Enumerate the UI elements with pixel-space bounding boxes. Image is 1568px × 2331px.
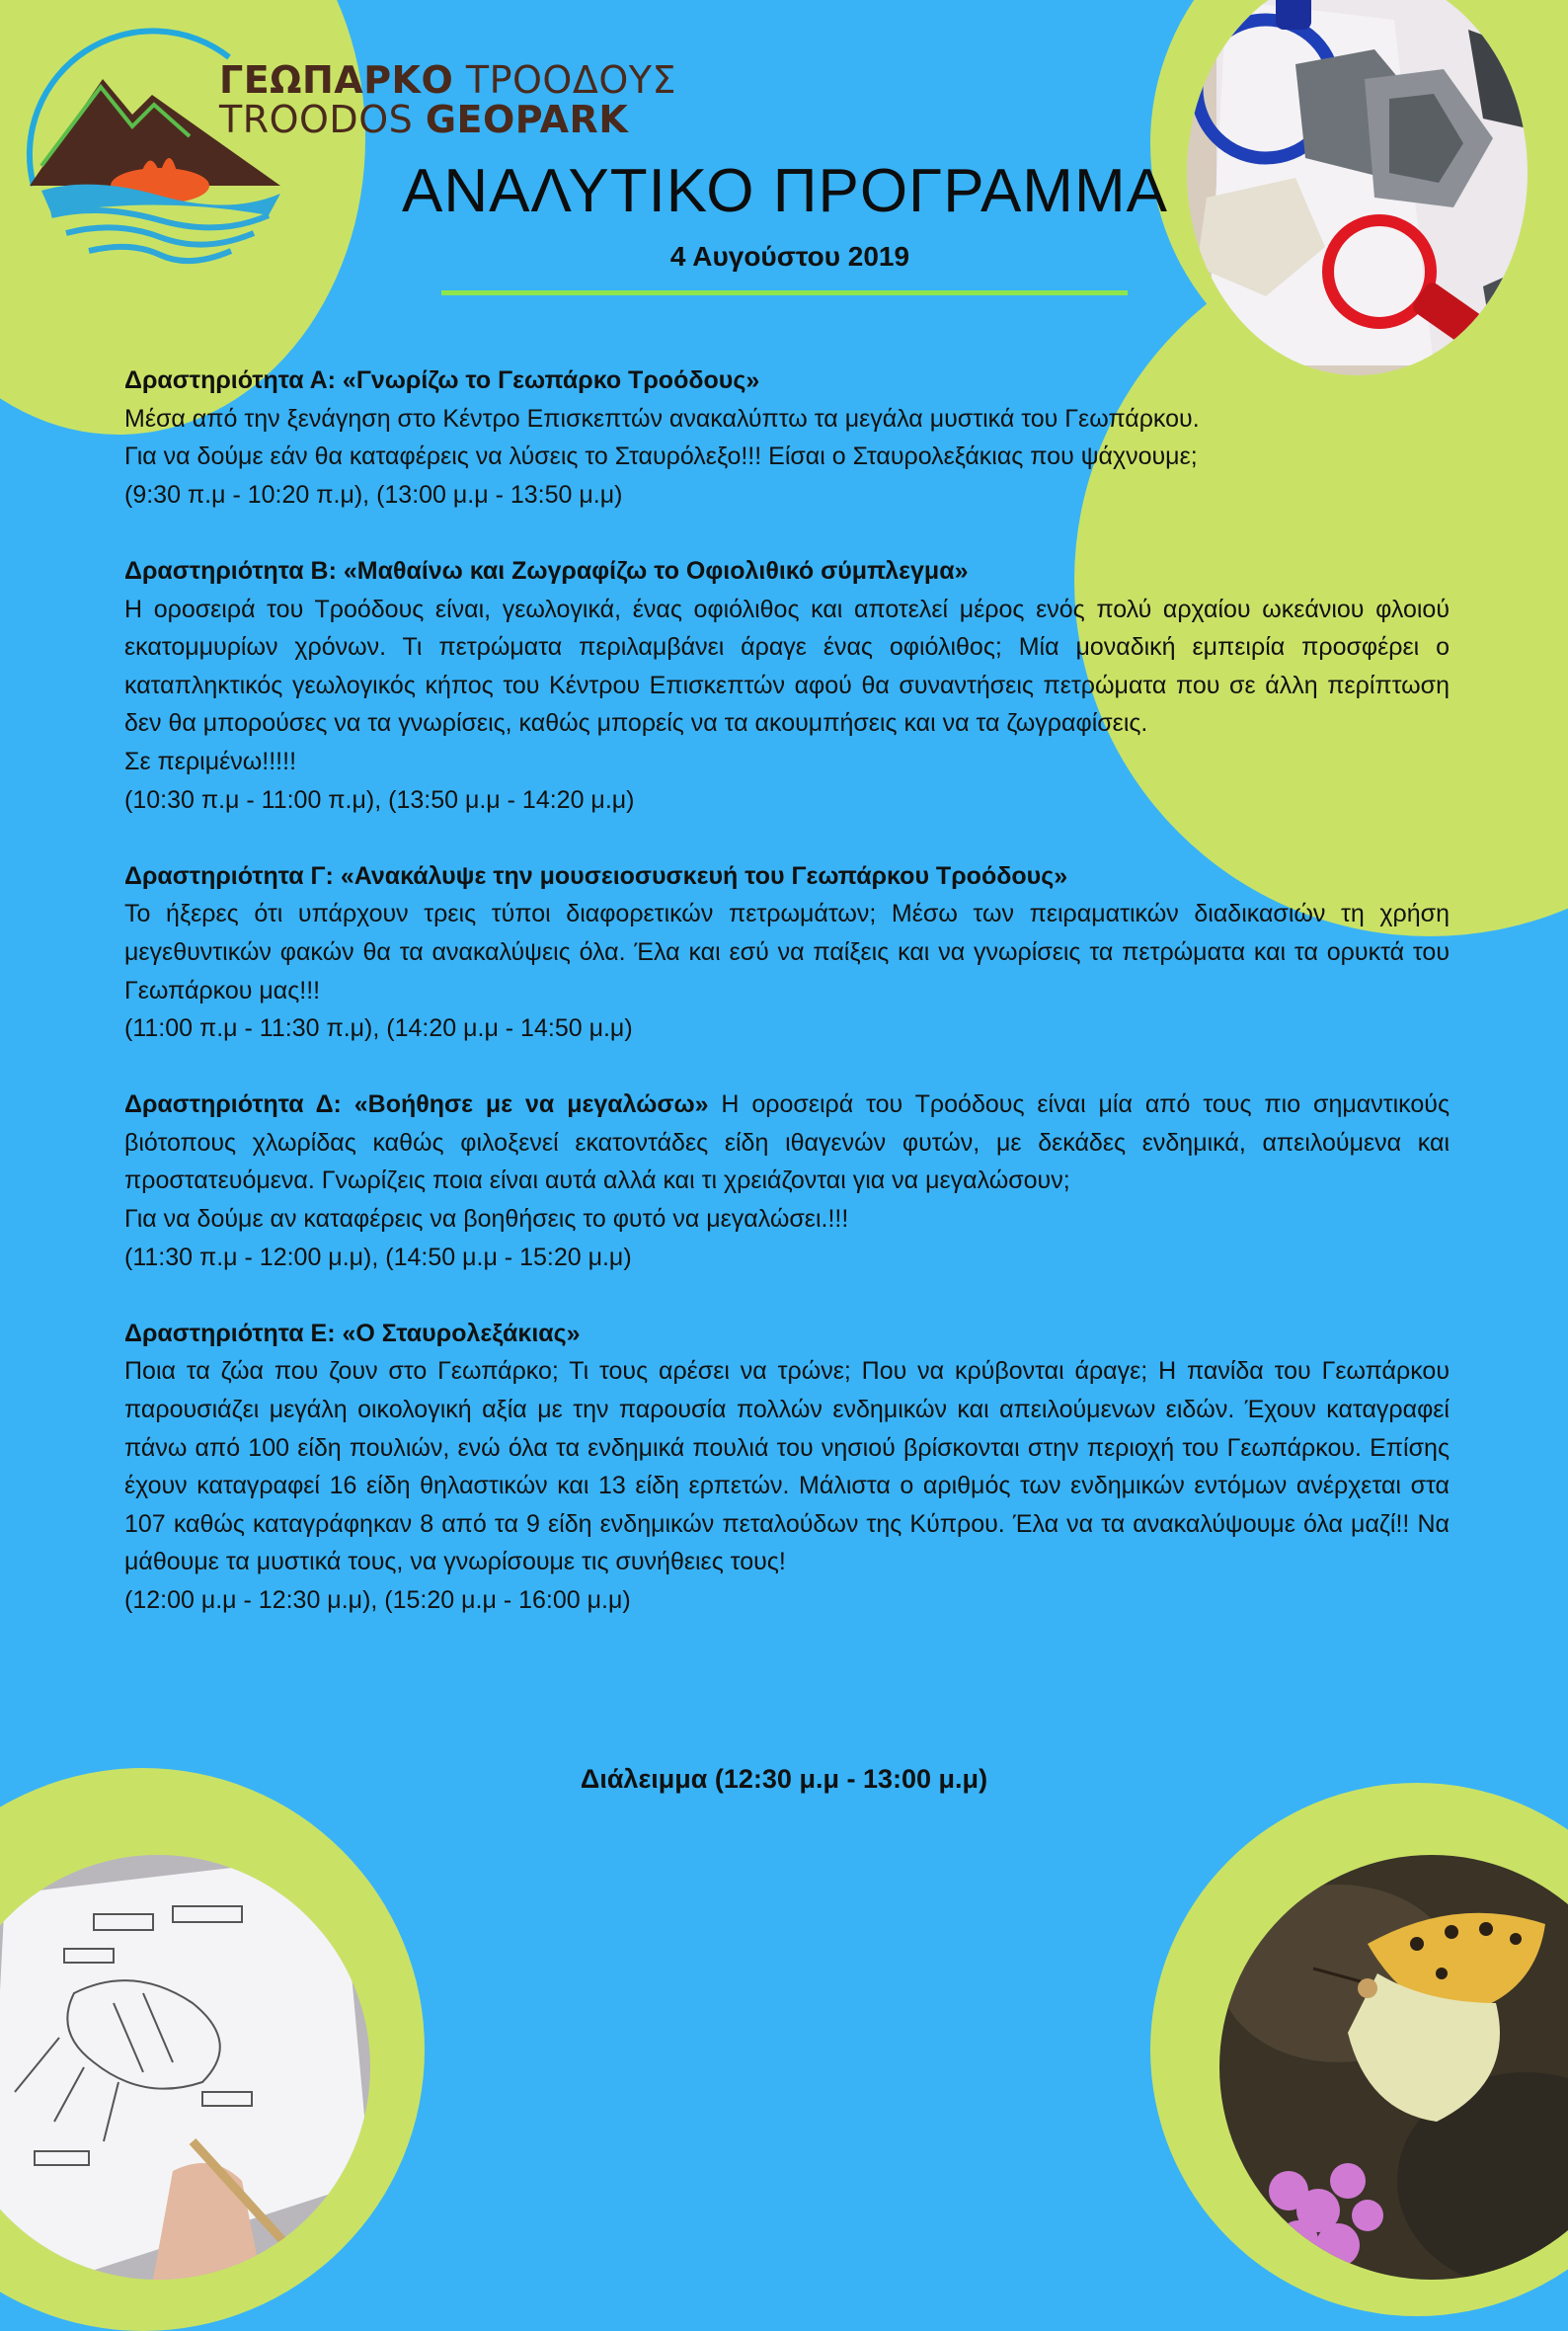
page-title: ΑΝΑΛΥΤΙΚΟ ΠΡΟΓΡΑΜΜΑ	[402, 157, 1168, 225]
activity-heading: Δραστηριότητα Β: «Μαθαίνω και Ζωγραφίζω το Οφιολιθικό σύμπλεγμα»	[124, 556, 969, 585]
brand-line1-bold: ΓΕΩΠΑΡΚΟ	[219, 58, 454, 102]
activity-text: Η οροσειρά του Τροόδους είναι μία από τους πιο σημαντικούς βιότοπους χλωρίδας καθώς φιλοξενεί εκατοντάδες είδη ιθαγενών φυτών, με δεκάδες ενδημικά, απειλούμενα και προστατευόμενα. Γνωρίζεις ποια είναι αυτά αλλά και τι χρειάζονται για να μεγαλώσουν;	[124, 1090, 1450, 1195]
activity-heading: Δραστηριότητα Α: «Γνωρίζω το Γεωπάρκο Τροόδους»	[124, 366, 760, 394]
activity-text: Σε περιμένω!!!!!	[124, 747, 297, 775]
activity-times: (11:30 π.μ - 12:00 μ.μ), (14:50 μ.μ - 15:20 μ.μ)	[124, 1243, 632, 1271]
activity-text: Ποια τα ζώα που ζουν στο Γεωπάρκο; Τι τους αρέσει να τρώνε; Που να κρύβονται άραγε; Η πανίδα του Γεωπάρκου παρουσιάζει μεγάλη οικολογική αξία με την παρουσία πολλών ενδημικών και απειλούμενων ειδών. Έχουν καταγραφεί πάνω από 100 είδη πουλιών, ενώ όλα τα ενδημικά πουλιά του νησιού βρίσκονται στην περιοχή του Γεωπάρκου. Επίσης έχουν καταγραφεί 16 είδη θηλαστικών και 13 είδη ερπετών. Μάλιστα ο αριθμός των ενδημικών εντόμων ανέρχεται στα 107 καθώς καταγράφηκαν 8 από τα 9 είδη ενδημικών πεταλούδων της Κύπρου. Έλα να τα ανακαλύψουμε όλα μαζί!! Να μάθουμε τα μυστικά τους, να γνωρίσουμε τις συνήθειες τους!	[124, 1357, 1450, 1576]
page-date: 4 Αυγούστου 2019	[669, 241, 910, 272]
brand-line1-thin: ΤΡΟΟΔΟΥΣ	[465, 58, 676, 102]
activity-c	[124, 857, 1450, 1048]
activity-text: Η οροσειρά του Τροόδους είναι, γεωλογικά, ένας οφιόλιθος και αποτελεί μέρος ενός πολύ αρχαίου ωκεάνιου φλοιού εκατομμυρίων χρόνων. Τι πετρώματα περιλαμβάνει άραγε ένας οφιόλιθος; Μία μοναδική εμπειρία προσφέρει ο καταπληκτικός γεωλογικός κήπος του Κέντρου Επισκεπτών αφού θα συναντήσεις πετρώματα που σε άλλη περίπτωση δεν θα μπορούσες να τα γνωρίσεις, καθώς μπορείς να τα ακουμπήσεις και να τα ζωγραφίσεις.	[124, 595, 1450, 738]
activity-times: (11:00 π.μ - 11:30 π.μ), (14:20 μ.μ - 14:50 μ.μ)	[124, 1014, 633, 1043]
activity-heading: Δραστηριότητα Ε: «Ο Σταυρολεξάκιας»	[124, 1319, 581, 1347]
activity-d	[124, 1085, 1450, 1276]
activity-times: (12:00 μ.μ - 12:30 μ.μ), (15:20 μ.μ - 16:00 μ.μ)	[124, 1586, 631, 1614]
brand-line2-thin: TROODOS	[219, 97, 414, 141]
title-underline	[441, 290, 1128, 295]
activity-b	[124, 552, 1450, 819]
brand-line2-bold: GEOPARK	[425, 97, 629, 141]
activity-text: Το ήξερες ότι υπάρχουν τρεις τύποι διαφορετικών πετρωμάτων; Μέσω των πειραματικών διαδικασιών τη χρήση μεγεθυντικών φακών θα τα ανακαλύψεις όλα. Έλα και εσύ να παίξεις και να γνωρίσεις τα πετρώματα και τα ορυκτά του Γεωπάρκου μας!!!	[124, 900, 1450, 1005]
activity-text: Μέσα από την ξενάγηση στο Κέντρο Επισκεπτών ανακαλύπτω τα μεγάλα μυστικά του Γεωπάρκου.	[124, 404, 1200, 433]
activity-text: Για να δούμε αν καταφέρεις να βοηθήσεις το φυτό να μεγαλώσει.!!!	[124, 1205, 849, 1234]
brand-wordmark	[219, 58, 676, 141]
break-time: Διάλειμμα (12:30 μ.μ - 13:00 μ.μ)	[580, 1764, 988, 1794]
geopark-logo	[22, 18, 288, 280]
activity-heading: Δραστηριότητα Γ: «Ανακάλυψε την μουσειοσυσκευή του Γεωπάρκου Τροόδους»	[124, 861, 1068, 890]
activity-times: (9:30 π.μ - 10:20 π.μ), (13:00 μ.μ - 13:50 μ.μ)	[124, 480, 623, 509]
activity-text: Για να δούμε εάν θα καταφέρεις να λύσεις το Σταυρόλεξο!!! Είσαι ο Σταυρολεξάκιας που ψάχνουμε;	[124, 442, 1198, 471]
activity-heading: Δραστηριότητα Δ: «Βοήθησε με να μεγαλώσω»	[124, 1090, 709, 1119]
activity-e	[124, 1315, 1450, 1620]
program-content	[124, 362, 1450, 1620]
activity-times: (10:30 π.μ - 11:00 π.μ), (13:50 μ.μ - 14:20 μ.μ)	[124, 785, 635, 814]
activity-a	[124, 362, 1450, 514]
